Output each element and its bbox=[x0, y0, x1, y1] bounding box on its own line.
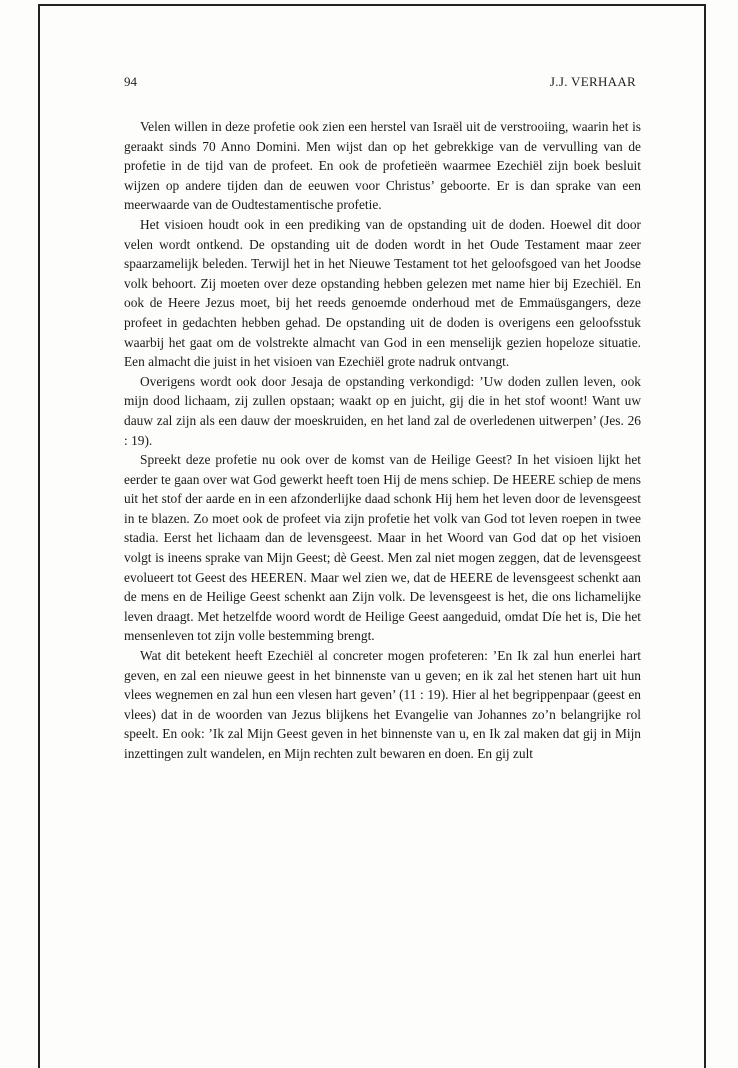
scan-border-top bbox=[38, 4, 706, 6]
scan-border-right bbox=[704, 4, 706, 1068]
paragraph: Het visioen houdt ook in een prediking van de opstanding uit de doden. Hoewel dit door velen wordt ontkend. De opstanding uit de doden wordt in het Oude Testament maar zeer spaarzamelijk beleden. Terwijl het in het Nieuwe Testament tot het geloofsgoed van het Joodse volk behoort. Zij moeten over deze opstanding hebben gelezen met name hier bij Ezechiël. En ook de Heere Jezus moet, bij het reeds genoemde onderhoud met de Emmaüsgangers, deze profeet in gedachten hebben gehad. De opstanding uit de doden is overigens een geloofsstuk waarbij het gaat om de volstrekte almacht van God in een menselijk gezien hopeloze situatie. Een almacht die juist in het visioen van Ezechiël grote nadruk ontvangt. bbox=[124, 216, 641, 370]
paragraph: Velen willen in deze profetie ook zien een herstel van Israël uit de verstrooiing, waarin het is geraakt sinds 70 Anno Domini. Men wijst dan op het gebrekkige van de vervulling van de profetie in de tijd van de profeet. En ook de profetieën waarmee Ezechiël zijn boek besluit wijzen op andere tijden dan de eeuwen voor Christus’ geboorte. Er is dan sprake van een meerwaarde van de Oudtestamentische profetie. bbox=[124, 119, 641, 213]
running-head-author: J.J. VERHAAR bbox=[549, 74, 636, 89]
paragraph: Wat dit betekent heeft Ezechiël al concreter mogen profeteren: ’En Ik zal hun enerlei hart geven, en zal een nieuwe geest in het binnenste van u geven; en ik zal het stenen hart uit hun vlees wegnemen en zal hun een vlesen hart geven’ (11 : 19). Hier al het begrippenpaar (geest en vlees) dat in de woorden van Jezus blijkens het Evangelie van Johannes zo’n belangrijke rol speelt. En ook: ’Ik zal Mijn Geest geven in het binnenste van u, en Ik zal maken dat gij in Mijn inzettingen zult wandelen, en Mijn rechten zult bewaren en doen. En gij zult bbox=[124, 648, 641, 761]
scan-border-left bbox=[38, 4, 40, 1068]
body-text bbox=[124, 117, 641, 764]
page-number: 94 bbox=[124, 74, 137, 89]
paragraph: Spreekt deze profetie nu ook over de komst van de Heilige Geest? In het visioen lijkt het eerder te gaan over wat God gewerkt heeft toen Hij de mens schiep. De HEERE schiep de mens uit het stof der aarde en in een afzonderlijke daad schonk Hij hem het leven door de levensgeest in te blazen. Zo moet ook de profeet via zijn profetie het volk van God tot leven roepen in twee stadia. Eerst het lichaam dan de levensgeest. Maar in het Woord van God dat op het visioen volgt is ineens sprake van Mijn Geest; dè Geest. Men zal niet mogen zeggen, dat de levensgeest evolueert tot Geest des HEEREN. Maar wel zien we, dat de HEERE de levensgeest schenkt aan de mens en de Heilige Geest schenkt aan Zijn volk. De levensgeest is het, die ons lichamelijke leven draagt. Met hetzelfde woord wordt de Heilige Geest aangeduid, omdat Díe het is, Die het mensenleven tot zijn volle bestemming brengt. bbox=[124, 452, 641, 644]
paragraph: Overigens wordt ook door Jesaja de opstanding verkondigd: ’Uw doden zullen leven, ook mijn dood lichaam, zij zullen opstaan; waakt op en juicht, gij die in het stof woont! Want uw dauw zal zijn als een dauw der moeskruiden, en het land zal de overledenen uitwerpen’ (Jes. 26 : 19). bbox=[124, 373, 641, 448]
